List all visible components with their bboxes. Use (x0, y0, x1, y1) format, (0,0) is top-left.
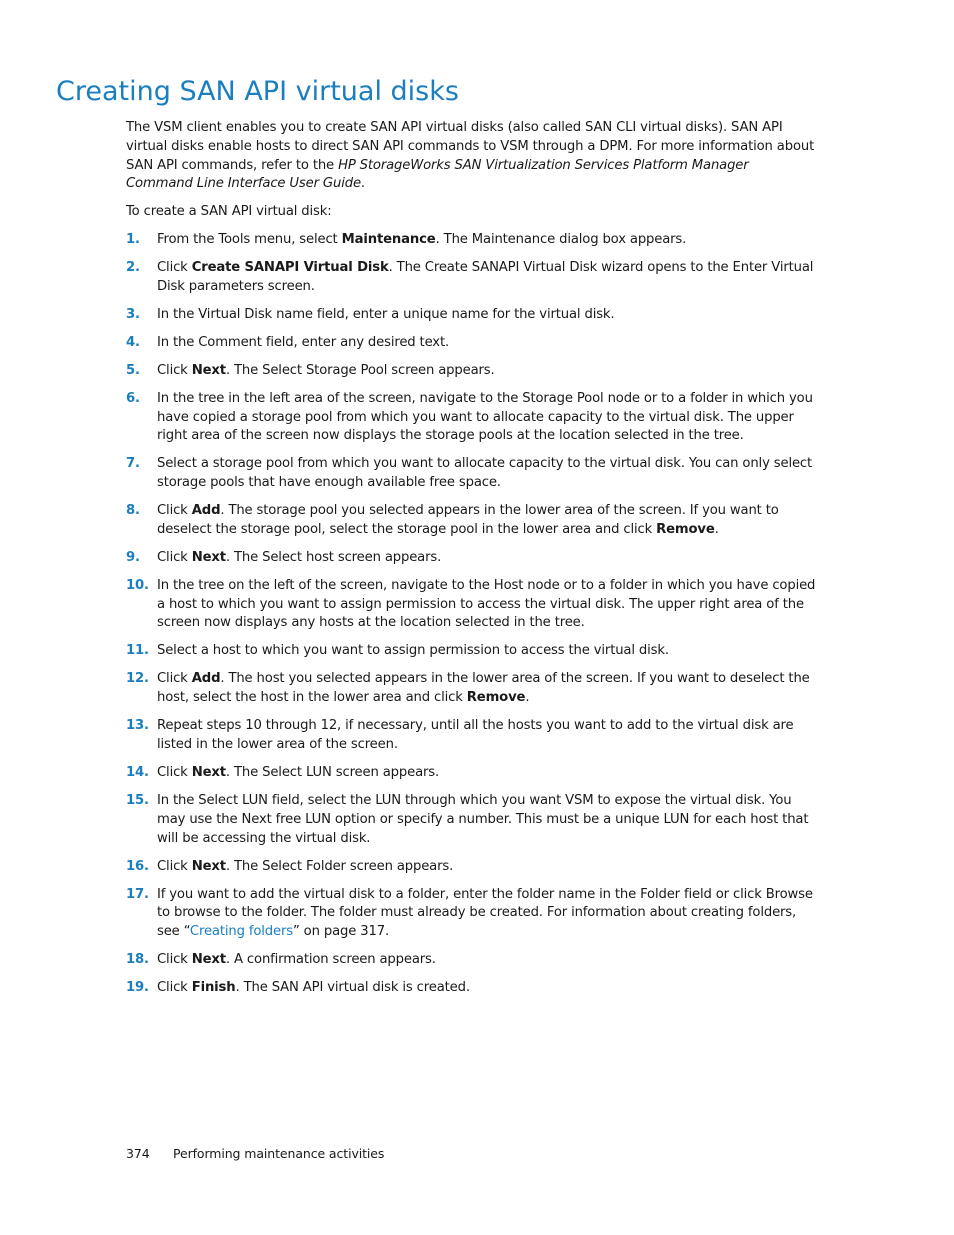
step-number: 5. (126, 362, 140, 378)
step-text: In the tree on the left of the screen, navigate to the Host node or to a folder in which you have copied a host to which you want to assign permission to access the virtual disk. The upper right area of the screen now displays any hosts at the location selected in the tree. (157, 577, 816, 631)
step-text: . The Maintenance dialog box appears. (435, 231, 687, 247)
ui-term: Next (191, 858, 226, 874)
ui-term: Next (191, 764, 226, 780)
step-number: 7. (126, 456, 140, 472)
intro-text-end: . (360, 176, 365, 192)
step-text: . (525, 690, 530, 706)
step-16 (126, 858, 816, 877)
step-text: Click (157, 858, 192, 874)
step-text: . (714, 521, 719, 537)
step-number: 2. (126, 259, 140, 275)
creating-folders-link[interactable]: Creating folders (189, 924, 293, 940)
ui-term: Maintenance (341, 231, 436, 247)
step-number: 3. (126, 306, 140, 322)
step-11 (126, 642, 816, 661)
step-text: . The Select host screen appears. (225, 549, 442, 565)
step-5 (126, 362, 816, 381)
step-15 (126, 792, 816, 848)
step-18 (126, 951, 816, 970)
step-1 (126, 231, 816, 250)
step-text: If you want to add the virtual disk to a folder, enter the folder name in the Folder field or click Browse to browse to the folder. The folder must already be created. For information about creating folders, see “ (157, 886, 813, 940)
step-number: 16. (126, 858, 149, 874)
step-number: 14. (126, 764, 149, 780)
step-text: Click (157, 952, 192, 968)
step-12 (126, 670, 816, 708)
step-text: ” on page 317. (292, 924, 389, 940)
step-14 (126, 764, 816, 783)
step-3 (126, 306, 816, 325)
procedure-lead: To create a SAN API virtual disk: (126, 204, 332, 220)
step-text: . The Create SANAPI Virtual Disk wizard opens to the Enter Virtual Disk parameters screen. (157, 259, 814, 294)
step-text: Click (157, 362, 192, 378)
ui-term: Next (191, 952, 226, 968)
guide-title: HP StorageWorks SAN Virtualization Services Platform Manager Command Line Interface User Guide (126, 157, 749, 192)
step-text: In the Comment field, enter any desired text. (157, 334, 450, 350)
step-number: 19. (126, 980, 149, 996)
intro-text: The VSM client enables you to create SAN API virtual disks (also called SAN CLI virtual disks). SAN API virtual disks enable hosts to direct SAN API commands to VSM through a DPM. For more information about SAN API commands, refer to the (126, 120, 815, 173)
step-number: 10. (126, 577, 149, 593)
step-17 (126, 886, 816, 942)
step-number: 8. (126, 503, 140, 519)
ui-term: Finish (191, 980, 236, 996)
ui-term: Remove (656, 521, 715, 537)
step-number: 15. (126, 792, 149, 808)
ui-term: Add (191, 503, 221, 519)
step-number: 18. (126, 952, 149, 968)
page-content (126, 119, 816, 1007)
step-text: In the tree in the left area of the screen, navigate to the Storage Pool node or to a folder in which you have copied a storage pool from which you want to allocate capacity to the virtual disk. The upper right area of the screen now displays the storage pools at the location selected in the tree. (157, 390, 813, 444)
step-text: Click (157, 980, 192, 996)
step-19 (126, 979, 816, 998)
step-text: . The Select Storage Pool screen appears. (225, 362, 495, 378)
step-text: Select a host to which you want to assign permission to access the virtual disk. (157, 643, 669, 659)
step-text: Select a storage pool from which you want to allocate capacity to the virtual disk. You can only select storage pools that have enough available free space. (157, 456, 813, 491)
step-4 (126, 334, 816, 353)
step-number: 17. (126, 886, 149, 902)
step-text: . The storage pool you selected appears in the lower area of the screen. If you want to deselect the storage pool, select the storage pool in the lower area and click (157, 503, 779, 537)
step-number: 11. (126, 643, 149, 659)
step-10 (126, 577, 816, 633)
step-text: Click (157, 259, 192, 275)
step-text: . A confirmation screen appears. (225, 952, 436, 968)
step-number: 1. (126, 231, 140, 247)
step-number: 12. (126, 671, 149, 687)
step-text: Click (157, 503, 192, 519)
step-text: . The Select LUN screen appears. (225, 764, 440, 780)
step-text: Click (157, 549, 192, 565)
step-text: Click (157, 764, 192, 780)
step-text: . The Select Folder screen appears. (225, 858, 454, 874)
step-text: In the Virtual Disk name field, enter a unique name for the virtual disk. (157, 306, 615, 322)
step-text: . The SAN API virtual disk is created. (235, 980, 470, 996)
step-number: 6. (126, 390, 140, 406)
page-title: Creating SAN API virtual disks (56, 76, 459, 107)
ui-term: Add (191, 671, 221, 687)
ui-term: Next (191, 362, 226, 378)
step-number: 13. (126, 718, 149, 734)
ui-term: Next (191, 549, 226, 565)
step-13 (126, 717, 816, 755)
step-text: . The host you selected appears in the lower area of the screen. If you want to deselect the host, select the host in the lower area and click (157, 671, 810, 706)
step-2 (126, 259, 816, 297)
ui-term: Create SANAPI Virtual Disk (191, 259, 389, 275)
step-text: Repeat steps 10 through 12, if necessary, until all the hosts you want to add to the virtual disk are listed in the lower area of the screen. (157, 718, 794, 752)
footer-section-title: Performing maintenance activities (173, 1146, 385, 1161)
step-text: Click (157, 671, 192, 687)
step-number: 9. (126, 549, 140, 565)
page-number: 374 (126, 1146, 150, 1161)
intro-paragraph (126, 119, 816, 194)
step-number: 4. (126, 334, 140, 350)
step-text: In the Select LUN field, select the LUN through which you want VSM to expose the virtual disk. You may use the Next free LUN option or specify a number. This must be a unique LUN for each host that will be accessing the virtual disk. (157, 792, 809, 846)
page-footer (126, 1145, 384, 1163)
step-9 (126, 549, 816, 568)
step-8 (126, 502, 816, 540)
ui-term: Remove (466, 690, 526, 706)
step-7 (126, 455, 816, 493)
step-text: From the Tools menu, select (157, 231, 342, 247)
step-6 (126, 390, 816, 446)
steps-list (126, 231, 816, 998)
